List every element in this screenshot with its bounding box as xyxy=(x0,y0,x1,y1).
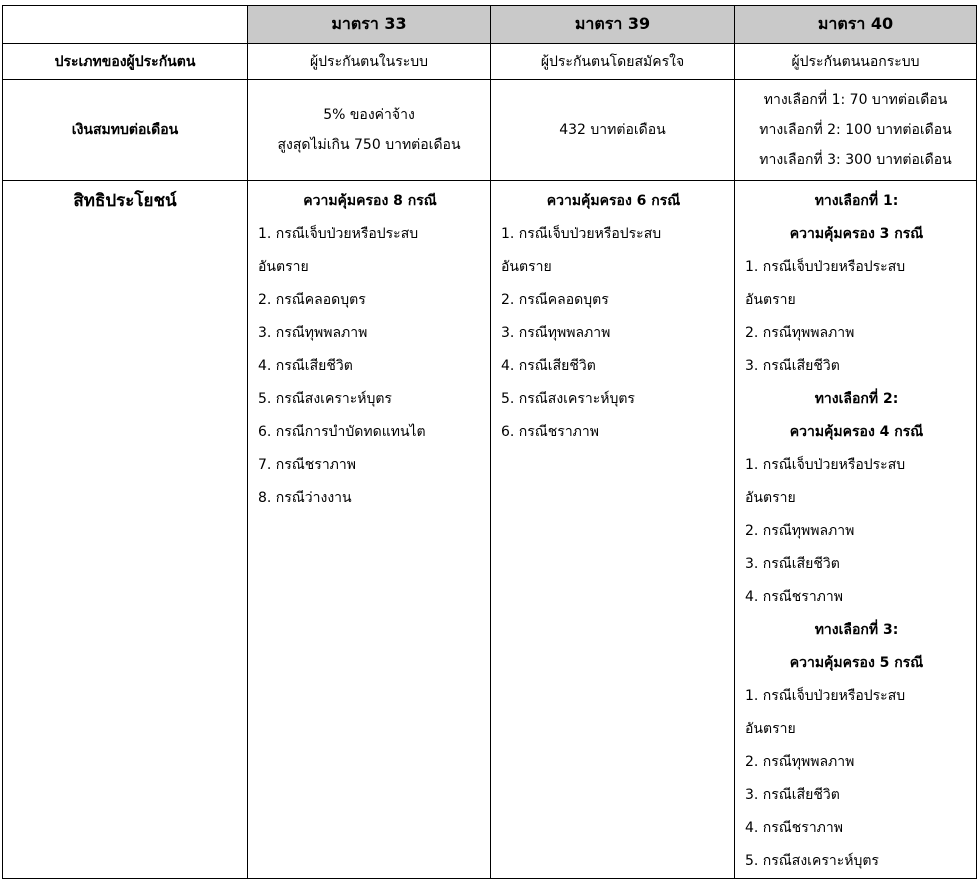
coverage-item: 1. กรณีเจ็บป่วยหรือประสบ xyxy=(745,457,906,473)
insured-type-39: ผู้ประกันตนโดยสมัครใจ xyxy=(491,44,735,80)
coverage-item: 6. กรณีการบำบัดทดแทนไต xyxy=(258,424,426,440)
coverage-item: 2. กรณีทุพพลภาพ xyxy=(745,754,855,770)
coverage-item: 5. กรณีสงเคราะห์บุตร xyxy=(745,853,879,869)
coverage-item: 3. กรณีเสียชีวิต xyxy=(745,358,840,374)
coverage-item: 2. กรณีคลอดบุตร xyxy=(501,292,609,308)
coverage-item: 1. กรณีเจ็บป่วยหรือประสบ xyxy=(258,226,419,242)
coverage-item: 4. กรณีชราภาพ xyxy=(745,589,843,605)
option-heading: ทางเลือกที่ 3: xyxy=(814,622,899,638)
coverage-item: 1. กรณีเจ็บป่วยหรือประสบ xyxy=(745,688,906,704)
coverage-item: 5. กรณีสงเคราะห์บุตร xyxy=(501,391,635,407)
benefits-40 xyxy=(735,181,977,879)
benefits-33 xyxy=(248,181,491,879)
coverage-item: 4. กรณีชราภาพ xyxy=(745,820,843,836)
coverage-item: อันตราย xyxy=(501,259,552,275)
header-section-40: มาตรา 40 xyxy=(735,6,977,44)
header-corner-cell xyxy=(3,6,248,44)
benefits-row xyxy=(3,181,977,879)
coverage-title: ความคุ้มครอง 4 กรณี xyxy=(789,424,924,440)
coverage-item: 6. กรณีชราภาพ xyxy=(501,424,599,440)
contribution-33-line: สูงสุดไม่เกิน 750 บาทต่อเดือน xyxy=(277,137,461,153)
header-section-39: มาตรา 39 xyxy=(491,6,735,44)
contribution-row xyxy=(3,80,977,181)
coverage-item: 4. กรณีเสียชีวิต xyxy=(258,358,353,374)
contribution-33 xyxy=(248,80,491,181)
coverage-item: 3. กรณีทุพพลภาพ xyxy=(258,325,368,341)
benefits-33-list xyxy=(248,181,490,515)
insured-type-33: ผู้ประกันตนในระบบ xyxy=(248,44,491,80)
benefits-39 xyxy=(491,181,735,879)
coverage-item: อันตราย xyxy=(258,259,309,275)
coverage-item: 8. กรณีว่างงาน xyxy=(258,490,352,506)
coverage-item: 5. กรณีสงเคราะห์บุตร xyxy=(258,391,392,407)
contribution-40 xyxy=(735,80,977,181)
coverage-item: 3. กรณีทุพพลภาพ xyxy=(501,325,611,341)
contribution-39: 432 บาทต่อเดือน xyxy=(491,80,735,181)
contribution-40-line: ทางเลือกที่ 2: 100 บาทต่อเดือน xyxy=(759,122,952,138)
coverage-item: 4. กรณีเสียชีวิต xyxy=(501,358,596,374)
option-heading: ทางเลือกที่ 2: xyxy=(814,391,899,407)
contribution-40-line: ทางเลือกที่ 1: 70 บาทต่อเดือน xyxy=(763,92,948,108)
benefits-39-list xyxy=(491,181,734,449)
coverage-item: 2. กรณีคลอดบุตร xyxy=(258,292,366,308)
insured-type-row xyxy=(3,44,977,80)
contribution-33-line: 5% ของค่าจ้าง xyxy=(323,107,415,123)
insured-type-40: ผู้ประกันตนนอกระบบ xyxy=(735,44,977,80)
coverage-item: 7. กรณีชราภาพ xyxy=(258,457,356,473)
coverage-item: อันตราย xyxy=(745,292,796,308)
comparison-table xyxy=(2,5,977,879)
insured-type-label: ประเภทของผู้ประกันตน xyxy=(3,44,248,80)
header-section-33: มาตรา 33 xyxy=(248,6,491,44)
coverage-title: ความคุ้มครอง 6 กรณี xyxy=(546,193,681,209)
benefits-label: สิทธิประโยชน์ xyxy=(3,181,248,879)
coverage-item: 1. กรณีเจ็บป่วยหรือประสบ xyxy=(745,259,906,275)
contribution-40-line: ทางเลือกที่ 3: 300 บาทต่อเดือน xyxy=(759,152,952,168)
coverage-item: 1. กรณีเจ็บป่วยหรือประสบ xyxy=(501,226,662,242)
coverage-item: 2. กรณีทุพพลภาพ xyxy=(745,523,855,539)
coverage-item: 3. กรณีเสียชีวิต xyxy=(745,556,840,572)
option-heading: ทางเลือกที่ 1: xyxy=(814,193,899,209)
coverage-item: อันตราย xyxy=(745,490,796,506)
coverage-title: ความคุ้มครอง 5 กรณี xyxy=(789,655,924,671)
coverage-item: อันตราย xyxy=(745,721,796,737)
benefits-40-list xyxy=(735,181,976,878)
coverage-title: ความคุ้มครอง 8 กรณี xyxy=(303,193,437,209)
contribution-label: เงินสมทบต่อเดือน xyxy=(3,80,248,181)
coverage-title: ความคุ้มครอง 3 กรณี xyxy=(789,226,924,242)
coverage-item: 3. กรณีเสียชีวิต xyxy=(745,787,840,803)
coverage-item: 2. กรณีทุพพลภาพ xyxy=(745,325,855,341)
header-row xyxy=(3,6,977,44)
